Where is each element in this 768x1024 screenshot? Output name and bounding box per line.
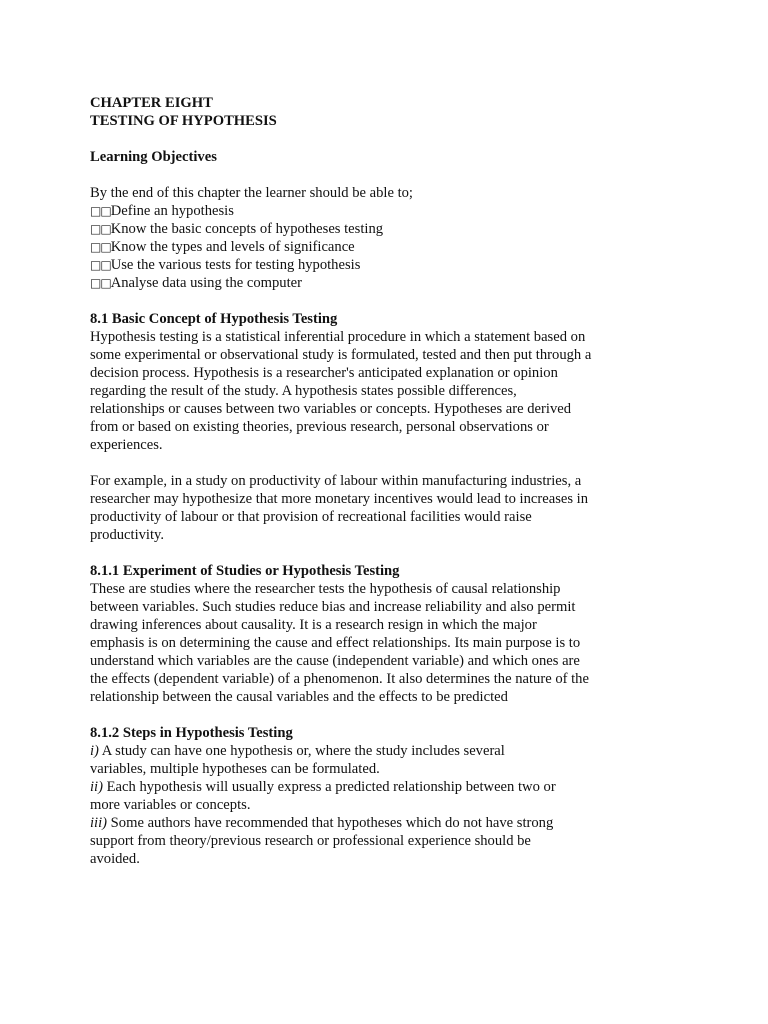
step-marker: iii) [90, 815, 108, 831]
paragraph-line: from or based on existing theories, previous research, personal observations or [90, 419, 549, 435]
step-text: A study can have one hypothesis or, where the study includes several [98, 743, 505, 759]
bullet-box-icon: □□ [90, 204, 111, 218]
paragraph-line: experiences. [90, 437, 163, 453]
paragraph-line: researcher may hypothesize that more monetary incentives would lead to increases in [90, 491, 589, 507]
bullet-box-icon: □□ [90, 276, 111, 290]
objectives-intro: By the end of this chapter the learner should be able to; [90, 185, 413, 201]
spacer [90, 292, 650, 310]
paragraph-line: between variables. Such studies reduce bias and increase reliability and also permit [90, 599, 576, 615]
paragraph-experimental-studies [90, 580, 650, 706]
objective-item [90, 202, 650, 220]
paragraph-hypothesis-definition [90, 328, 650, 454]
paragraph-line: relationships or causes between two variables or concepts. Hypotheses are derived [90, 401, 572, 417]
objective-item [90, 238, 650, 256]
paragraph-line: regarding the result of the study. A hypothesis states possible differences, [90, 383, 517, 399]
objective-item [90, 274, 650, 292]
step-item-line: more variables or concepts. [90, 797, 251, 813]
objective-text: Analyse data using the computer [110, 275, 302, 291]
section-heading-8-1-1: 8.1.1 Experiment of Studies or Hypothesis Testing [90, 563, 400, 579]
spacer [90, 544, 650, 562]
step-item-first-line [90, 778, 650, 796]
step-item-line: support from theory/previous research or professional experience should be [90, 833, 531, 849]
spacer [90, 130, 650, 148]
paragraph-line: some experimental or observational study is formulated, tested and then put through a [90, 347, 592, 363]
objective-item [90, 256, 650, 274]
step-item-first-line [90, 742, 650, 760]
steps-list [90, 742, 650, 868]
spacer [90, 166, 650, 184]
chapter-title: TESTING OF HYPOTHESIS [90, 113, 277, 129]
paragraph-line: These are studies where the researcher tests the hypothesis of causal relationship [90, 581, 561, 597]
step-text: Each hypothesis will usually express a predicted relationship between two or [102, 779, 556, 795]
paragraph-line: decision process. Hypothesis is a researcher's anticipated explanation or opinion [90, 365, 558, 381]
document-page [90, 94, 650, 868]
step-item-line: avoided. [90, 851, 140, 867]
objective-text: Define an hypothesis [110, 203, 234, 219]
objectives-list [90, 202, 650, 292]
objective-text: Know the basic concepts of hypotheses testing [110, 221, 384, 237]
paragraph-line: productivity of labour or that provision of recreational facilities would raise [90, 509, 532, 525]
paragraph-line: Hypothesis testing is a statistical inferential procedure in which a statement based on [90, 329, 586, 345]
bullet-box-icon: □□ [90, 222, 111, 236]
section-heading-8-1-2: 8.1.2 Steps in Hypothesis Testing [90, 725, 293, 741]
paragraph-line: the effects (dependent variable) of a phenomenon. It also determines the nature of the [90, 671, 589, 687]
bullet-box-icon: □□ [90, 240, 111, 254]
bullet-box-icon: □□ [90, 258, 111, 272]
learning-objectives-heading: Learning Objectives [90, 149, 217, 165]
spacer [90, 706, 650, 724]
paragraph-line: drawing inferences about causality. It is a research resign in which the major [90, 617, 537, 633]
paragraph-line: productivity. [90, 527, 165, 543]
paragraph-line: relationship between the causal variables and the effects to be predicted [90, 689, 508, 705]
spacer [90, 454, 650, 472]
step-text: Some authors have recommended that hypotheses which do not have strong [107, 815, 554, 831]
step-marker: i) [90, 743, 99, 759]
step-item-first-line [90, 814, 650, 832]
paragraph-line: For example, in a study on productivity of labour within manufacturing industries, a [90, 473, 582, 489]
paragraph-line: understand which variables are the cause (independent variable) and which ones are [90, 653, 580, 669]
objective-item [90, 220, 650, 238]
section-heading-8-1: 8.1 Basic Concept of Hypothesis Testing [90, 311, 338, 327]
step-item-line: variables, multiple hypotheses can be formulated. [90, 761, 380, 777]
step-marker: ii) [90, 779, 103, 795]
paragraph-line: emphasis is on determining the cause and effect relationships. Its main purpose is to [90, 635, 581, 651]
paragraph-example [90, 472, 650, 544]
chapter-number: CHAPTER EIGHT [90, 95, 213, 111]
objective-text: Know the types and levels of significance [110, 239, 355, 255]
objective-text: Use the various tests for testing hypothesis [110, 257, 361, 273]
